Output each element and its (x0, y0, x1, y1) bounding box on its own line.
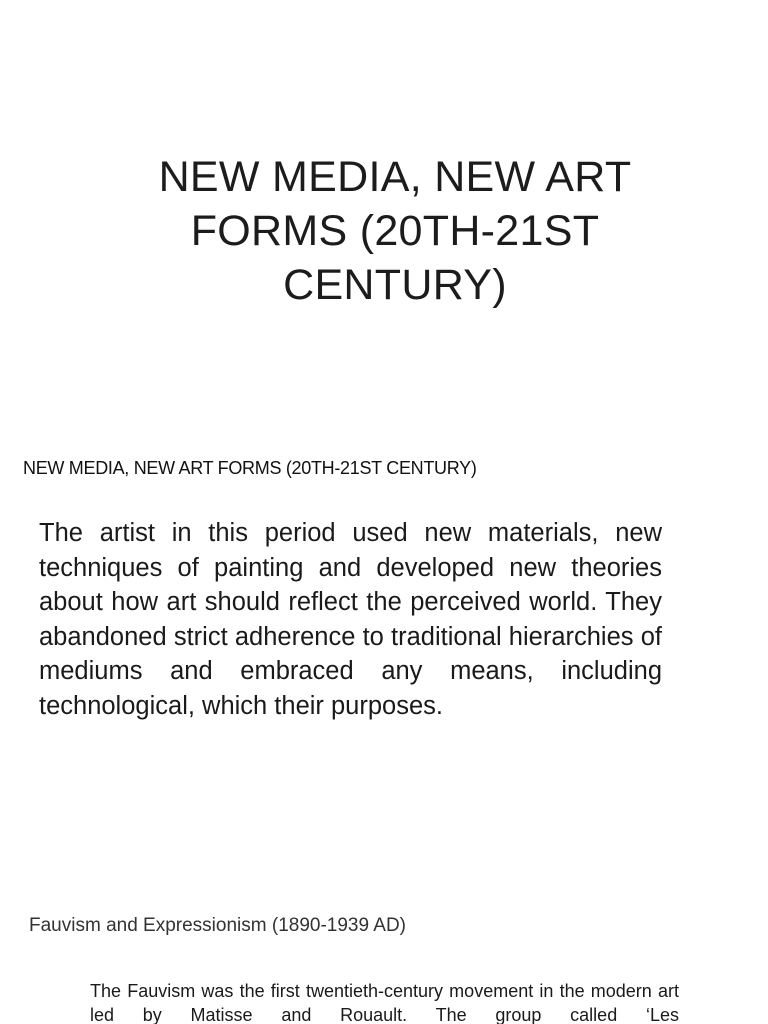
slide-title: NEW MEDIA, NEW ART FORMS (20TH-21ST CENTURY) (158, 153, 632, 309)
fauvism-paragraph: The Fauvism was the first twentieth-century movement in the modern art led by Matisse and Rouault. The group called ‘Les (90, 981, 679, 1024)
intro-paragraph: The artist in this period used new materials, new techniques of painting and developed new theories about how art should reflect the perceived world. They abandoned strict adherence to traditional hierarchies of mediums and embraced any means, including technological, which their purposes. (39, 519, 662, 720)
section-heading: NEW MEDIA, NEW ART FORMS (20TH-21ST CENTURY) (23, 458, 477, 478)
fauvism-heading: Fauvism and Expressionism (1890-1939 AD) (29, 915, 407, 936)
